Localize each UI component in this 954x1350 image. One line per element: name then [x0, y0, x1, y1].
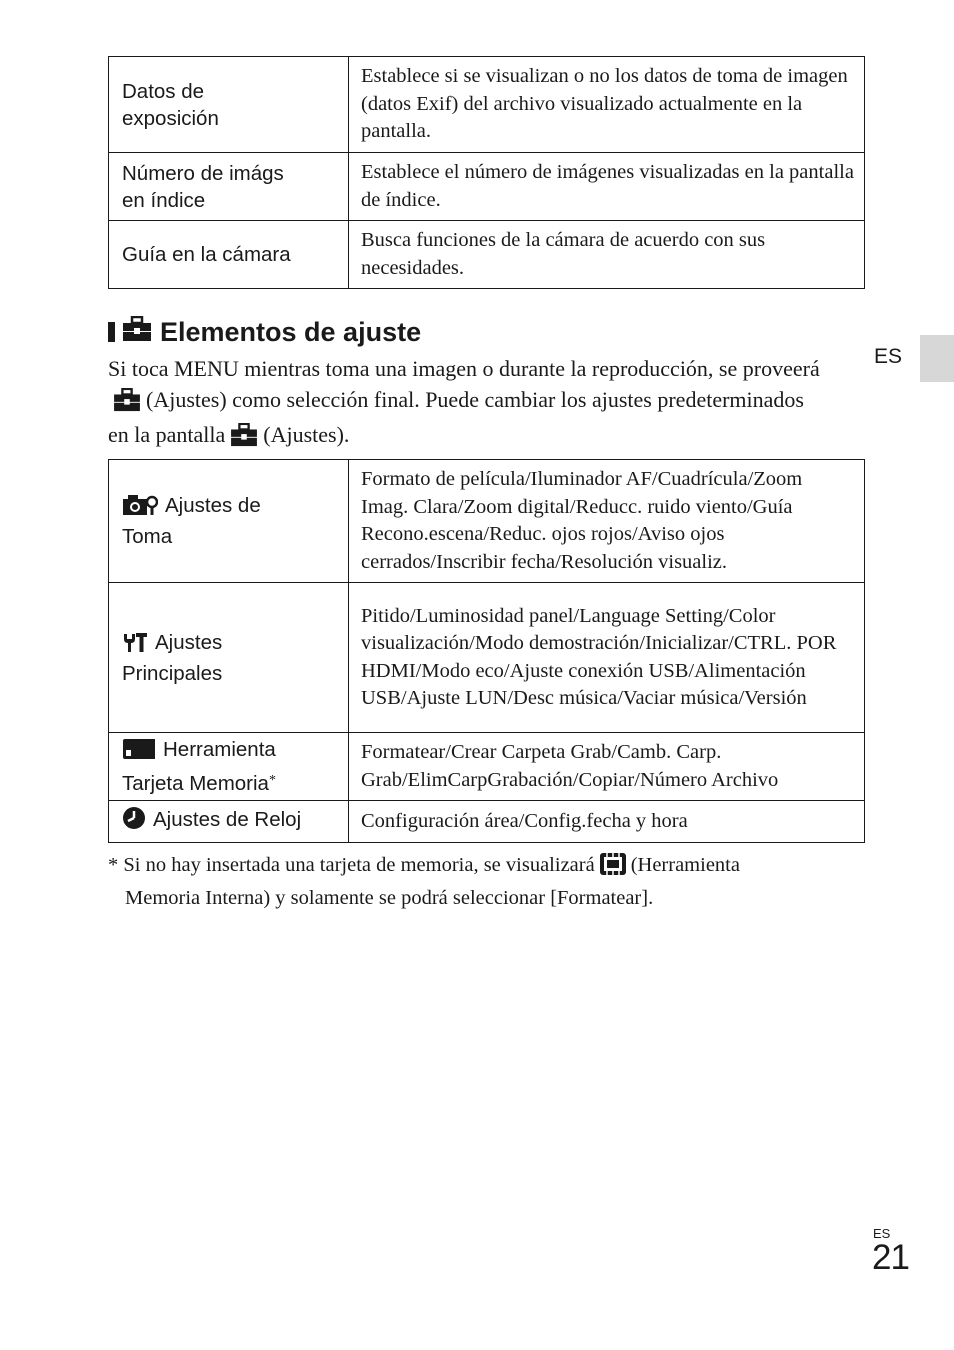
setting-name: Número de imágs en índice — [109, 153, 349, 221]
setting-description: Formatear/Crear Carpeta Grab/Camb. Carp. Grab/ElimCarpGrabación/Copiar/Número Archivo — [349, 733, 865, 801]
setting-description: Busca funciones de la cámara de acuerdo con sus necesidades. — [349, 221, 865, 289]
language-tab — [920, 335, 954, 382]
section-heading — [108, 314, 421, 350]
setting-description: Establece si se visualizan o no los datos de toma de imagen (datos Exif) del archivo visualizado actualmente en la pantalla. — [349, 57, 865, 153]
internal-memory-icon — [599, 852, 627, 885]
page-number: 21 — [872, 1238, 909, 1277]
toolbox-icon — [122, 316, 152, 349]
language-tab-label: ES — [874, 345, 903, 368]
camera-settings-icon — [122, 494, 158, 523]
setting-name: Datos de exposición — [109, 57, 349, 153]
footnote-marker: * — [268, 773, 276, 788]
setting-description: Pitido/Luminosidad panel/Language Setting/Color visualización/Modo demostración/Inicializar/CTRL. POR HDMI/Modo eco/Ajuste conexión USB/Alimentación USB/Ajuste LUN/Desc música/Vaciar música/Versión — [349, 583, 865, 733]
table-row — [109, 57, 865, 153]
toolbox-icon — [112, 388, 142, 421]
memory-card-icon — [122, 738, 156, 767]
setting-name: Ajustes de Toma — [109, 460, 349, 583]
footnote-line: Memoria Interna) y solamente se podrá seleccionar [Formatear]. — [125, 886, 654, 909]
settings-table — [108, 459, 865, 843]
toolbox-icon — [229, 423, 259, 456]
setting-name: Ajustes Principales — [109, 583, 349, 733]
setting-name: Ajustes de Reloj — [109, 801, 349, 843]
table-row — [109, 153, 865, 221]
intro-paragraph: Si toca MENU mientras toma una imagen o durante la reproducción, se proveerá(Ajustes) como selección final. Puede cambiar los ajustes predeterminados en la pantalla (Ajustes). — [108, 354, 828, 456]
setting-description: Configuración área/Config.fecha y hora — [349, 801, 865, 843]
page-language: ES — [873, 1226, 891, 1241]
heading-bar — [108, 322, 115, 342]
setting-description: Formato de película/Iluminador AF/Cuadrícula/Zoom Imag. Clara/Zoom digital/Reducc. ruido viento/Guía Recono.escena/Reduc. ojos rojos/Aviso ojos cerrados/Inscribir fecha/Resolución visualiz. — [349, 460, 865, 583]
table-row — [109, 733, 865, 801]
clock-icon — [122, 806, 146, 837]
setting-name: Guía en la cámara — [109, 221, 349, 289]
setting-description: Establece el número de imágenes visualizadas en la pantalla de índice. — [349, 153, 865, 221]
table-row — [109, 221, 865, 289]
footnote — [108, 852, 838, 912]
table-row — [109, 583, 865, 733]
setting-name: Herramienta Tarjeta Memoria* — [109, 733, 349, 801]
footnote-line: * Si no hay insertada una tarjeta de memoria, se visualizará (Herramienta — [108, 852, 838, 885]
table-row — [109, 801, 865, 843]
table-row — [109, 460, 865, 583]
display-settings-table — [108, 56, 865, 289]
section-title: Elementos de ajuste — [160, 316, 422, 347]
wrench-settings-icon — [122, 631, 148, 660]
